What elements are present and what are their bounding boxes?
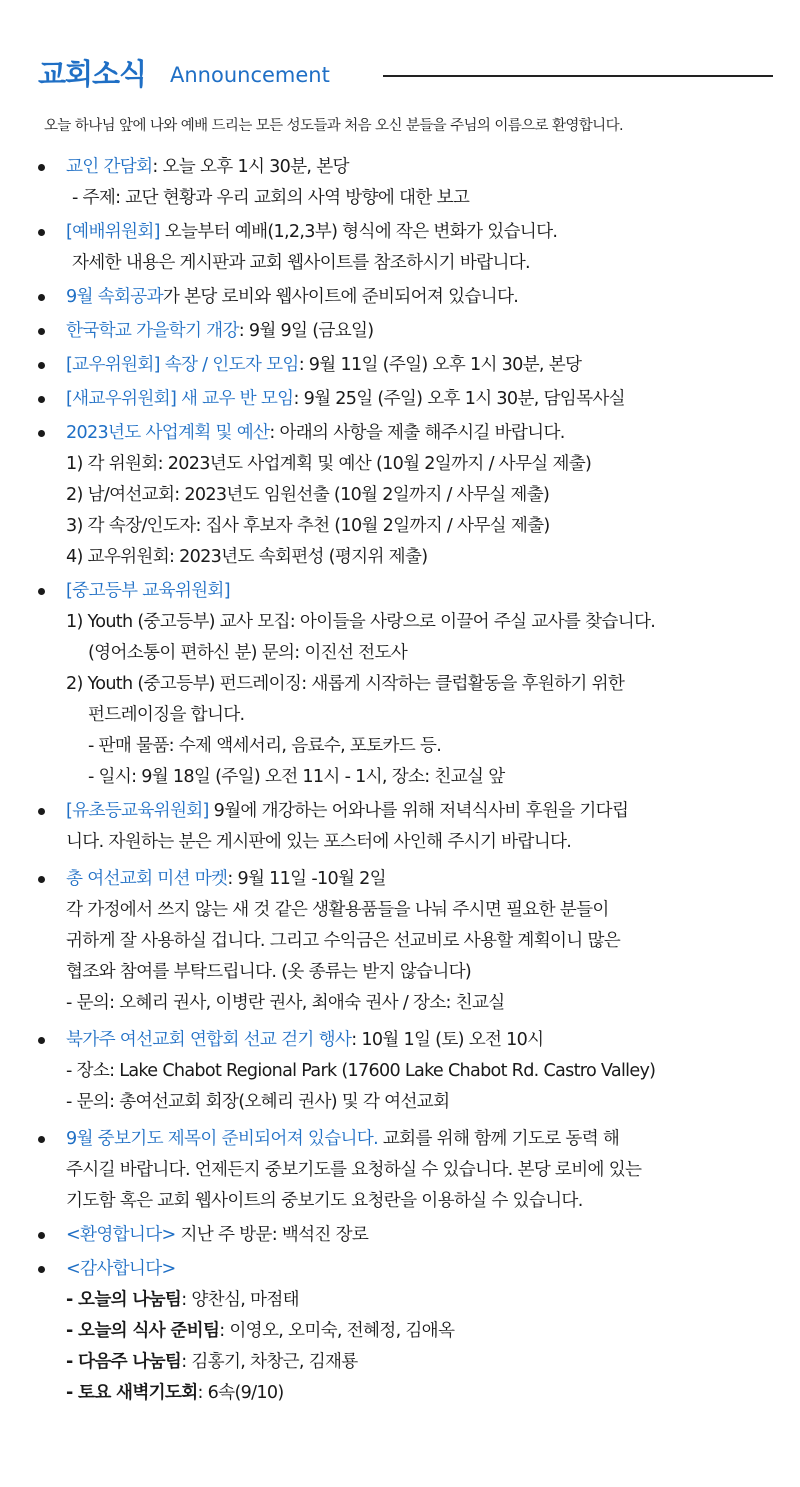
item-detail: 협조와 참여를 부탁드립니다. (옷 종류는 받지 않습니다) xyxy=(66,962,472,982)
item-detail: 펀드레이징을 합니다. xyxy=(88,705,245,725)
item-detail: 3) 각 속장/인도자: 집사 후보자 추천 (10월 2일까지 / 사무실 제출) xyxy=(66,516,550,536)
item-heading: 9월 중보기도 제목이 준비되어져 있습니다. xyxy=(66,1129,378,1149)
item-heading: [새교우위원회] 새 교우 반 모임 xyxy=(66,389,294,409)
announcement-youth-education xyxy=(0,576,800,793)
announcement-worship-committee xyxy=(0,217,800,279)
item-detail: 주시길 바랍니다. 언제든지 중보기도를 요청하실 수 있습니다. 본당 로비에 있는 xyxy=(66,1160,642,1180)
bullet-icon xyxy=(38,164,45,171)
thanks-label: - 오늘의 식사 준비팀 xyxy=(66,1321,220,1341)
item-detail: 자세한 내용은 게시판과 교회 웹사이트를 참조하시기 바랍니다. xyxy=(72,253,530,273)
announcement-mission-market xyxy=(0,864,800,1019)
item-text: 지난 주 방문: 백석진 장로 xyxy=(175,1225,369,1245)
bullet-icon xyxy=(38,876,45,883)
announcement-business-plan xyxy=(0,418,800,573)
item-detail: 2) Youth (중고등부) 펀드레이징: 새롭게 시작하는 클럽활동을 후원하기 위한 xyxy=(66,674,625,694)
announcement-leaders-meeting xyxy=(0,350,800,381)
item-detail: 귀하게 잘 사용하실 겁니다. 그리고 수익금은 선교비로 사용할 계획이니 많은 xyxy=(66,931,621,951)
item-detail: 각 가정에서 쓰지 않는 새 것 같은 생활용품들을 나눠 주시면 필요한 분들이 xyxy=(66,900,609,920)
header xyxy=(38,52,773,92)
thanks-row xyxy=(66,1316,800,1347)
item-detail: - 일시: 9월 18일 (주일) 오전 11시 - 1시, 장소: 친교실 앞 xyxy=(88,767,505,787)
thanks-label: - 오늘의 나눔팀 xyxy=(66,1290,182,1310)
thanks-label: - 토요 새벽기도회 xyxy=(66,1383,198,1403)
announcement-cell-lesson xyxy=(0,282,800,313)
thanks-value: : 6속(9/10) xyxy=(197,1383,284,1403)
item-detail: 1) Youth (중고등부) 교사 모집: 아이들을 사랑으로 이끌어 주실 교사를 찾습니다. xyxy=(66,612,656,632)
item-detail: - 주제: 교단 현황과 우리 교회의 사역 방향에 대한 보고 xyxy=(72,188,470,208)
item-heading: 교인 간담회 xyxy=(66,157,153,177)
bullet-icon xyxy=(38,362,45,369)
announcement-intercessory-prayer xyxy=(0,1124,800,1217)
thanks-label: - 다음주 나눔팀 xyxy=(66,1352,182,1372)
thanks-value: : 양찬심, 마점태 xyxy=(181,1290,299,1310)
title-korean: 교회소식 xyxy=(38,57,147,91)
item-detail: - 문의: 총여선교회 회장(오혜리 권사) 및 각 여선교회 xyxy=(66,1092,450,1112)
bullet-icon xyxy=(38,588,45,595)
item-text: : 9월 9일 (금요일) xyxy=(238,321,374,341)
item-text: : 아래의 사항을 제출 해주시길 바랍니다. xyxy=(269,423,565,443)
announcement-elementary-education xyxy=(0,796,800,858)
bullet-icon xyxy=(38,1136,45,1143)
item-heading: [예배위원회] xyxy=(66,222,160,242)
bullet-icon xyxy=(38,1037,45,1044)
item-text: 교회를 위해 함께 기도로 동력 해 xyxy=(377,1129,620,1149)
bullet-icon xyxy=(38,430,45,437)
announcement-welcome xyxy=(0,1220,800,1251)
announcement-korean-school xyxy=(0,316,800,347)
item-heading: [중고등부 교육위원회] xyxy=(66,581,230,601)
thanks-row xyxy=(66,1285,800,1316)
announcement-member-meeting xyxy=(0,152,800,214)
bullet-icon xyxy=(38,808,45,815)
bullet-icon xyxy=(38,294,45,301)
announcement-new-member-class xyxy=(0,384,800,415)
announcement-thanks xyxy=(0,1254,800,1409)
item-heading: 북가주 여선교회 연합회 선교 걷기 행사 xyxy=(66,1030,352,1050)
item-text: : 9월 11일 -10월 2일 xyxy=(227,869,386,889)
title-divider xyxy=(383,75,773,77)
item-heading: <환영합니다> xyxy=(66,1225,176,1245)
bullet-icon xyxy=(38,396,45,403)
item-detail: 니다. 자원하는 분은 게시판에 있는 포스터에 사인해 주시기 바랍니다. xyxy=(66,832,572,852)
thanks-row xyxy=(66,1378,800,1409)
item-detail: 4) 교우위원회: 2023년도 속회편성 (평지위 제출) xyxy=(66,547,428,567)
item-detail: - 장소: Lake Chabot Regional Park (17600 Lake Chabot Rd. Castro Valley) xyxy=(66,1061,656,1081)
item-text: 가 본당 로비와 웹사이트에 준비되어져 있습니다. xyxy=(162,287,519,307)
bullet-icon xyxy=(38,328,45,335)
title-english: Announcement xyxy=(170,63,330,87)
announcement-list xyxy=(0,152,800,1412)
item-heading: <감사합니다> xyxy=(66,1259,176,1279)
item-heading: [교우위원회] 속장 / 인도자 모임 xyxy=(66,355,299,375)
item-heading: 총 여선교회 미션 마켓 xyxy=(66,869,228,889)
item-text: 오늘부터 예배(1,2,3부) 형식에 작은 변화가 있습니다. xyxy=(159,222,558,242)
item-text: : 9월 11일 (주일) 오후 1시 30분, 본당 xyxy=(298,355,582,375)
item-detail: (영어소통이 편하신 분) 문의: 이진선 전도사 xyxy=(88,643,408,663)
thanks-value: : 이영오, 오미숙, 전혜정, 김애옥 xyxy=(219,1321,455,1341)
item-heading: 9월 속회공과 xyxy=(66,287,163,307)
item-text: : 오늘 오후 1시 30분, 본당 xyxy=(152,157,349,177)
item-detail: 1) 각 위원회: 2023년도 사업계획 및 예산 (10월 2일까지 / 사무실 제출) xyxy=(66,454,592,474)
bullet-icon xyxy=(38,1232,45,1239)
item-heading: [유초등교육위원회] xyxy=(66,801,209,821)
bullet-icon xyxy=(38,1266,45,1273)
thanks-value: : 김홍기, 차창근, 김재룡 xyxy=(181,1352,358,1372)
announcement-mission-walk xyxy=(0,1025,800,1118)
item-detail: - 판매 물품: 수제 액세서리, 음료수, 포토카드 등. xyxy=(88,736,442,756)
bullet-icon xyxy=(38,229,45,236)
item-text: : 9월 25일 (주일) 오후 1시 30분, 담임목사실 xyxy=(293,389,625,409)
item-text: 9월에 개강하는 어와나를 위해 저녁식사비 후원을 기다립 xyxy=(208,801,629,821)
item-heading: 한국학교 가을학기 개강 xyxy=(66,321,239,341)
thanks-row xyxy=(66,1347,800,1378)
item-detail: - 문의: 오혜리 권사, 이병란 권사, 최애숙 권사 / 장소: 친교실 xyxy=(66,993,505,1013)
item-heading: 2023년도 사업계획 및 예산 xyxy=(66,423,270,443)
item-detail: 기도함 혹은 교회 웹사이트의 중보기도 요청란을 이용하실 수 있습니다. xyxy=(66,1191,583,1211)
item-detail: 2) 남/여선교회: 2023년도 임원선출 (10월 2일까지 / 사무실 제출) xyxy=(66,485,550,505)
welcome-intro: 오늘 하나님 앞에 나와 예배 드리는 모든 성도들과 처음 오신 분들을 주님의 이름으로 환영합니다. xyxy=(44,118,623,134)
item-text: : 10월 1일 (토) 오전 10시 xyxy=(351,1030,544,1050)
